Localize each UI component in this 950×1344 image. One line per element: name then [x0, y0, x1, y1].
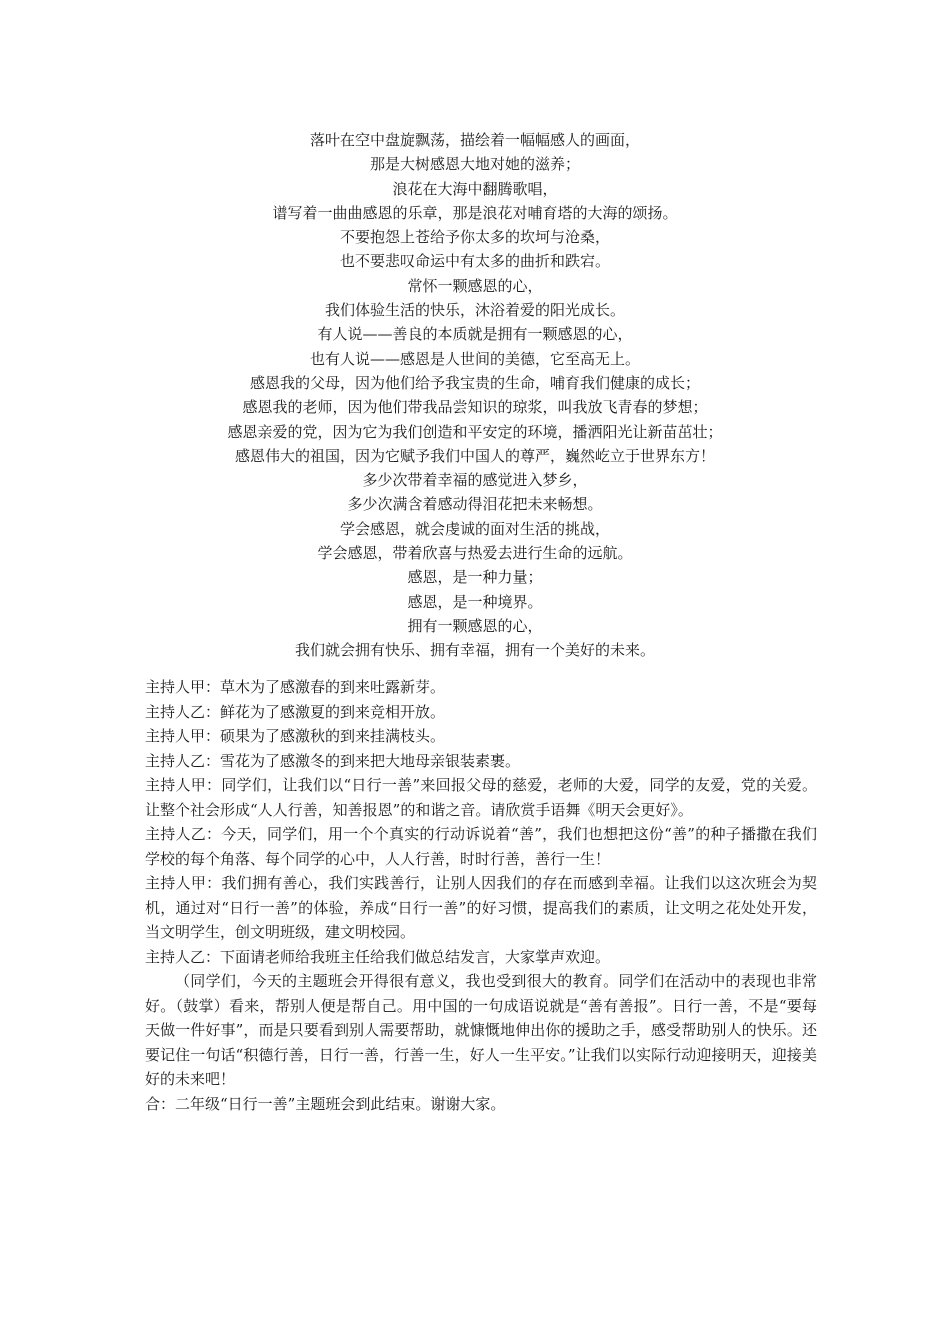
- poem-line: 学会感恩，就会虔诚的面对生活的挑战，: [339, 519, 610, 538]
- poem-line: 有人说——善良的本质就是拥有一颗感恩的心，: [317, 325, 633, 344]
- poem-line: 感恩伟大的祖国，因为它赋予我们中国人的尊严，巍然屹立于世界东方！: [234, 446, 715, 465]
- poem-line: 感恩我的老师，因为他们带我品尝知识的琼浆，叫我放飞青春的梦想；: [242, 398, 708, 417]
- poem-block: [140, 128, 810, 663]
- host-a-line: 主持人甲：硕果为了感激秋的到来挂满枝头。: [145, 727, 446, 745]
- host-a-line: 主持人甲：草木为了感激春的到来吐露新芽。: [145, 678, 446, 696]
- poem-line: 多少次满含着感动得泪花把未来畅想。: [347, 495, 603, 514]
- host-b-line: 主持人乙：雪花为了感激冬的到来把大地母亲银装素裹。: [145, 751, 521, 770]
- teacher-summary-paragraph: （同学们，今天的主题班会开得很有意义，我也受到很大的教育。同学们在活动中的表现也非常好。（鼓掌）看来，帮别人便是帮自己。用中国的一句成语说就是“善有善报”。日行一善，不是“要每天做一件好事”，而是只要看到别人需要帮助，就慷慨地伸出你的援助之手，感受帮助别人的快乐。还要记住一句话“积德行善，日行一善，行善一生，好人一生平安。”让我们以实际行动迎接明天，迎接美好的未来吧！: [145, 972, 817, 1088]
- poem-line: 多少次带着幸福的感觉进入梦乡，: [362, 471, 588, 490]
- poem-line: 学会感恩，带着欣喜与热爱去进行生命的远航。: [317, 544, 633, 563]
- poem-line: 我们体验生活的快乐，沐浴着爱的阳光成长。: [324, 301, 625, 320]
- poem-line: 我们就会拥有快乐、拥有幸福，拥有一个美好的未来。: [294, 641, 655, 660]
- host-b-line: 主持人乙：鲜花为了感激夏的到来竞相开放。: [145, 702, 446, 721]
- poem-line: 落叶在空中盘旋飘荡，描绘着一幅幅感人的画面，: [309, 131, 640, 149]
- poem-line: 浪花在大海中翻腾歌唱，: [392, 179, 558, 198]
- host-a-paragraph: 主持人甲：我们拥有善心，我们实践善行，让别人因我们的存在而感到幸福。让我们以这次班会为契机，通过对“日行一善”的体验，养成“日行一善”的好习惯，提高我们的素质，让文明之花处处开发，当文明学生，创文明班级，建文明校园。: [145, 874, 817, 941]
- host-b-paragraph: 主持人乙：今天，同学们，用一个个真实的行动诉说着“善”，我们也想把这份“善”的种子播撒在我们学校的每个角落、每个同学的心中，人人行善，时时行善，善行一生！: [145, 825, 817, 868]
- host-b-line: 主持人乙：下面请老师给我班主任给我们做总结发言，大家掌声欢迎。: [145, 947, 611, 966]
- poem-line: 常怀一颗感恩的心，: [407, 276, 543, 295]
- poem-line: 也不要悲叹命运中有太多的曲折和跌宕。: [339, 252, 610, 271]
- poem-line: 也有人说——感恩是人世间的美德，它至高无上。: [309, 349, 640, 368]
- poem-line: 感恩，是一种境界。: [407, 592, 543, 611]
- dialogue-block: [145, 675, 817, 1116]
- poem-line: 谱写着一曲曲感恩的乐章，那是浪花对哺育塔的大海的颂扬。: [272, 203, 678, 222]
- poem-line: 拥有一颗感恩的心，: [407, 616, 543, 635]
- poem-line: 感恩我的父母，因为他们给予我宝贵的生命，哺育我们健康的成长；: [249, 373, 700, 392]
- poem-line: 不要抱怨上苍给予你太多的坎坷与沧桑，: [339, 228, 610, 247]
- closing-line: 合：二年级“日行一善”主题班会到此结束。谢谢大家。: [145, 1094, 506, 1113]
- poem-line: 那是大树感恩大地对她的滋养；: [369, 155, 580, 174]
- host-a-paragraph: 主持人甲：同学们，让我们以“日行一善”来回报父母的慈爱，老师的大爱，同学的友爱，党的关爱。让整个社会形成“人人行善，知善报恩”的和谐之音。请欣赏手语舞《明天会更好》。: [145, 776, 817, 819]
- poem-line: 感恩，是一种力量；: [407, 568, 543, 587]
- poem-line: 感恩亲爱的党，因为它为我们创造和平安定的环境，播洒阳光让新苗茁壮；: [227, 422, 723, 441]
